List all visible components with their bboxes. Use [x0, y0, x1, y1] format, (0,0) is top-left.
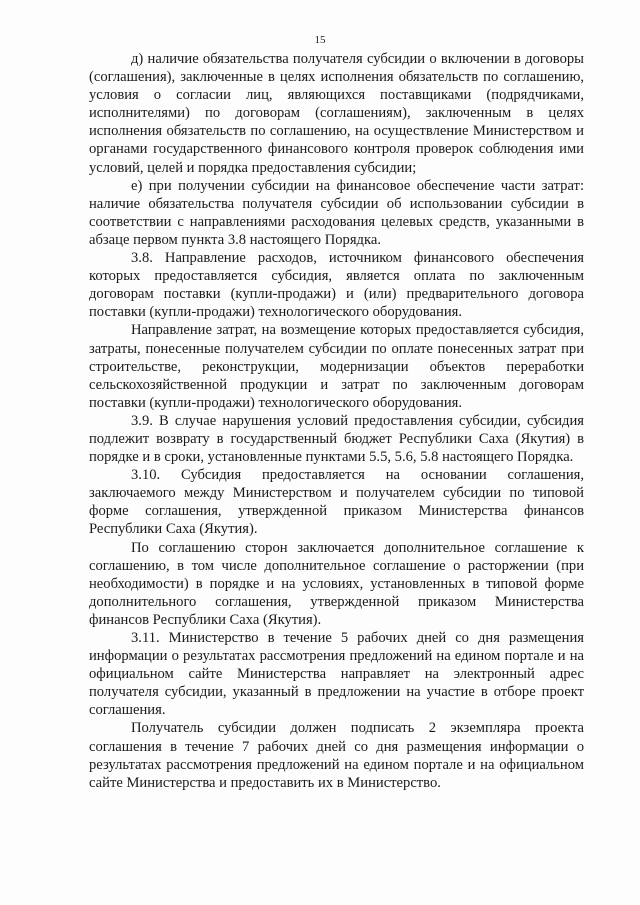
paragraph-3-8-costs: Направление затрат, на возмещение которых предоставляется субсидия, затраты, понесенные получателем субсидии по оплате понесенных затрат при строительстве, реконструкции, модернизации объектов переработки сельскохозяйственной продукции и затрат по заключенным договорам поставки (купли-продажи) технологического оборудования.	[89, 322, 584, 411]
paragraph-d: д) наличие обязательства получателя субсидии о включении в договоры (соглашения), заключенные в целях исполнения обязательств по соглашению, условия о согласии лиц, являющихся поставщиками (подрядчиками, исполнителями) по договорам (соглашениям), заключенным в целях исполнения обязательств по соглашению, на осуществление Министерством и органами государственного финансового контроля проверок соблюдения ими условий, целей и порядка предоставления субсидии;	[89, 51, 584, 176]
document-body	[89, 50, 584, 792]
paragraph-e: е) при получении субсидии на финансовое обеспечение части затрат: наличие обязательства получателя субсидии об использовании субсидии в соответствии с направлениями расходования целевых средств, указанными в абзаце первом пункта 3.8 настоящего Порядка.	[89, 177, 584, 248]
paragraph-3-10-additional: По соглашению сторон заключается дополнительное соглашение к соглашению, в том числе дополнительное соглашение о расторжении (при необходимости) в порядке и на условиях, установленных в типовой форме дополнительного соглашения, утвержденной приказом Министерства финансов Республики Саха (Якутия).	[89, 539, 584, 628]
paragraph-3-11-signing: Получатель субсидии должен подписать 2 экземпляра проекта соглашения в течение 7 рабочих дней со дня размещения информации о результатах рассмотрения предложений на едином портале и на официальном сайте Министерства и предоставить их в Министерство.	[89, 720, 584, 791]
paragraph-3-8: 3.8. Направление расходов, источником финансового обеспечения которых предоставляется субсидия, является оплата по заключенным договорам поставки (купли-продажи) и (или) предварительного договора поставки (купли-продажи) технологического оборудования.	[89, 250, 584, 321]
paragraph-3-9: 3.9. В случае нарушения условий предоставления субсидии, субсидия подлежит возврату в государственный бюджет Республики Саха (Якутия) в порядке и в сроки, установленные пунктами 5.5, 5.6, 5.8 настоящего Порядка.	[89, 412, 584, 466]
paragraph-3-11: 3.11. Министерство в течение 5 рабочих дней со дня размещения информации о результатах рассмотрения предложений на едином портале и на официальном сайте Министерства направляет на электронный адрес получателя субсидии, указанный в предложении на участие в отборе проект соглашения.	[89, 630, 584, 719]
paragraph-3-10: 3.10. Субсидия предоставляется на основании соглашения, заключаемого между Министерством и получателем субсидии по типовой форме соглашения, утвержденной приказом Министерства финансов Республики Саха (Якутия).	[89, 467, 584, 538]
page-number: 15	[314, 34, 326, 46]
